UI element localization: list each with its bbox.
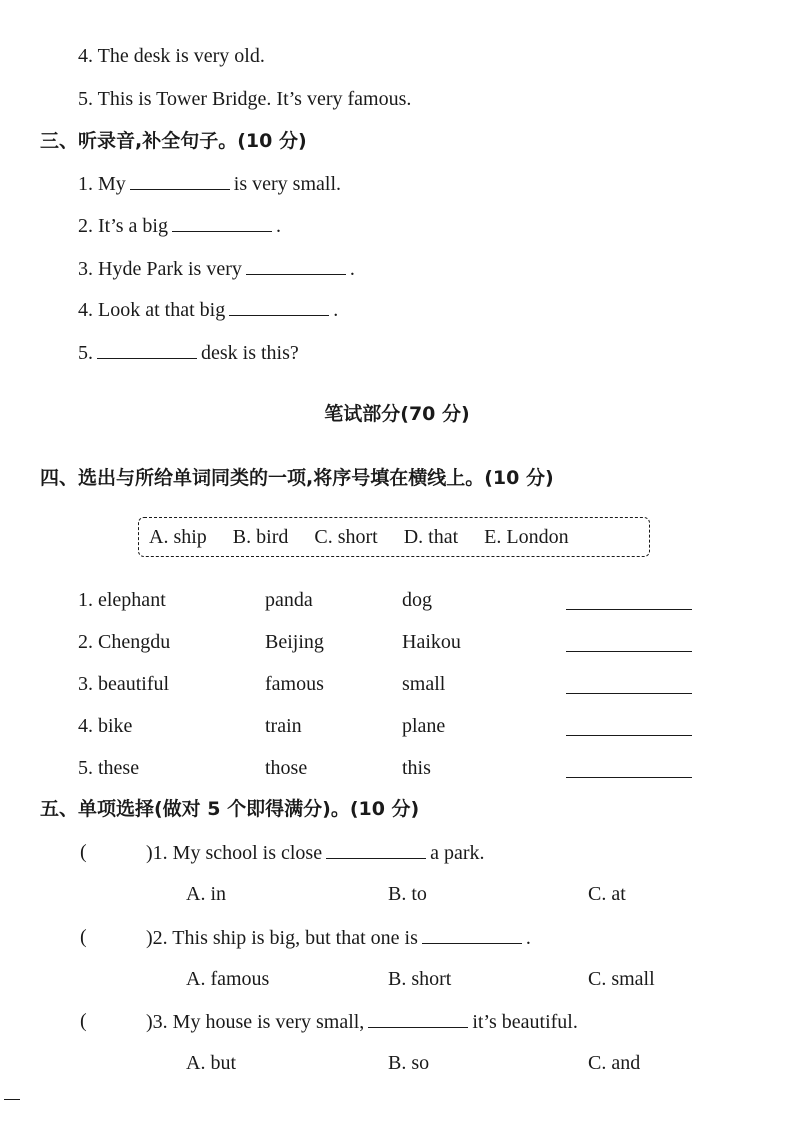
row-word-3: small [402, 673, 446, 695]
option-e: E. London [484, 526, 569, 548]
listening-item-3 [78, 256, 355, 281]
choice-c[interactable]: C. at [588, 883, 626, 905]
answer-paren-open[interactable]: ( [80, 1010, 87, 1032]
item-text: . [276, 215, 281, 237]
row-word-1: 4. bike [78, 715, 133, 737]
question-text [146, 925, 531, 950]
item-text: . [349, 258, 355, 280]
choice-a[interactable]: A. in [186, 883, 226, 905]
page-edge-mark [4, 1099, 20, 1100]
choice-c[interactable]: C. and [588, 1052, 641, 1074]
row-word-3: plane [402, 715, 446, 737]
option-c: C. short [314, 526, 378, 548]
choice-b[interactable]: B. to [388, 883, 427, 905]
row-word-2: panda [265, 589, 313, 611]
sentence-4: 4. The desk is very old. [78, 45, 265, 67]
option-a: A. ship [149, 526, 207, 548]
row-word-2: Beijing [265, 631, 324, 653]
item-text: 3. Hyde Park is very [78, 258, 242, 280]
answer-blank[interactable] [566, 589, 692, 610]
item-text: 4. Look at that big [78, 299, 226, 321]
item-text: 5. [78, 342, 93, 364]
question-text [146, 840, 485, 865]
answer-blank[interactable] [130, 171, 230, 190]
section5-heading: 五、单项选择(做对 5 个即得满分)。(10 分) [40, 798, 420, 820]
answer-blank[interactable] [422, 925, 522, 944]
answer-blank[interactable] [97, 340, 197, 359]
item-text: 1. My [78, 173, 126, 195]
answer-blank[interactable] [172, 213, 272, 232]
row-word-3: Haikou [402, 631, 461, 653]
option-d: D. that [403, 526, 459, 548]
answer-blank[interactable] [566, 715, 692, 736]
question-stem: )2. This ship is big, but that one is [146, 927, 418, 949]
row-word-1: 3. beautiful [78, 673, 170, 695]
listening-item-2 [78, 213, 281, 238]
listening-item-1 [78, 171, 341, 196]
section4-heading: 四、选出与所给单词同类的一项,将序号填在横线上。(10 分) [40, 467, 554, 489]
row-word-1: 1. elephant [78, 589, 166, 611]
row-word-2: train [265, 715, 302, 737]
row-word-1: 5. these [78, 757, 140, 779]
question-tail: a park. [430, 842, 485, 864]
choice-b[interactable]: B. so [388, 1052, 430, 1074]
listening-item-5 [78, 340, 299, 365]
row-word-2: famous [265, 673, 324, 695]
answer-blank[interactable] [368, 1009, 468, 1028]
question-text [146, 1009, 578, 1034]
answer-blank[interactable] [229, 297, 329, 316]
section3-heading: 三、听录音,补全句子。(10 分) [40, 130, 307, 152]
choice-a[interactable]: A. but [186, 1052, 236, 1074]
answer-blank[interactable] [246, 256, 346, 275]
choice-b[interactable]: B. short [388, 968, 452, 990]
item-text: is very small. [233, 173, 342, 195]
row-word-3: this [402, 757, 431, 779]
question-tail: . [525, 927, 531, 949]
answer-blank[interactable] [566, 631, 692, 652]
answer-blank[interactable] [566, 673, 692, 694]
answer-blank[interactable] [326, 840, 426, 859]
question-stem: )3. My house is very small, [146, 1011, 365, 1033]
row-word-3: dog [402, 589, 432, 611]
choice-c[interactable]: C. small [588, 968, 655, 990]
row-word-2: those [265, 757, 308, 779]
item-text: 2. It’s a big [78, 215, 168, 237]
word-options-box [138, 517, 650, 557]
answer-paren-open[interactable]: ( [80, 926, 87, 948]
item-text: desk is this? [201, 342, 299, 364]
listening-item-4 [78, 297, 338, 322]
item-text: . [333, 299, 339, 321]
row-word-1: 2. Chengdu [78, 631, 171, 653]
answer-paren-open[interactable]: ( [80, 841, 87, 863]
question-tail: it’s beautiful. [472, 1011, 578, 1033]
question-stem: )1. My school is close [146, 842, 323, 864]
sentence-5: 5. This is Tower Bridge. It’s very famous. [78, 88, 412, 110]
choice-a[interactable]: A. famous [186, 968, 270, 990]
written-part-title: 笔试部分(70 分) [324, 403, 470, 425]
answer-blank[interactable] [566, 757, 692, 778]
option-b: B. bird [232, 526, 289, 548]
